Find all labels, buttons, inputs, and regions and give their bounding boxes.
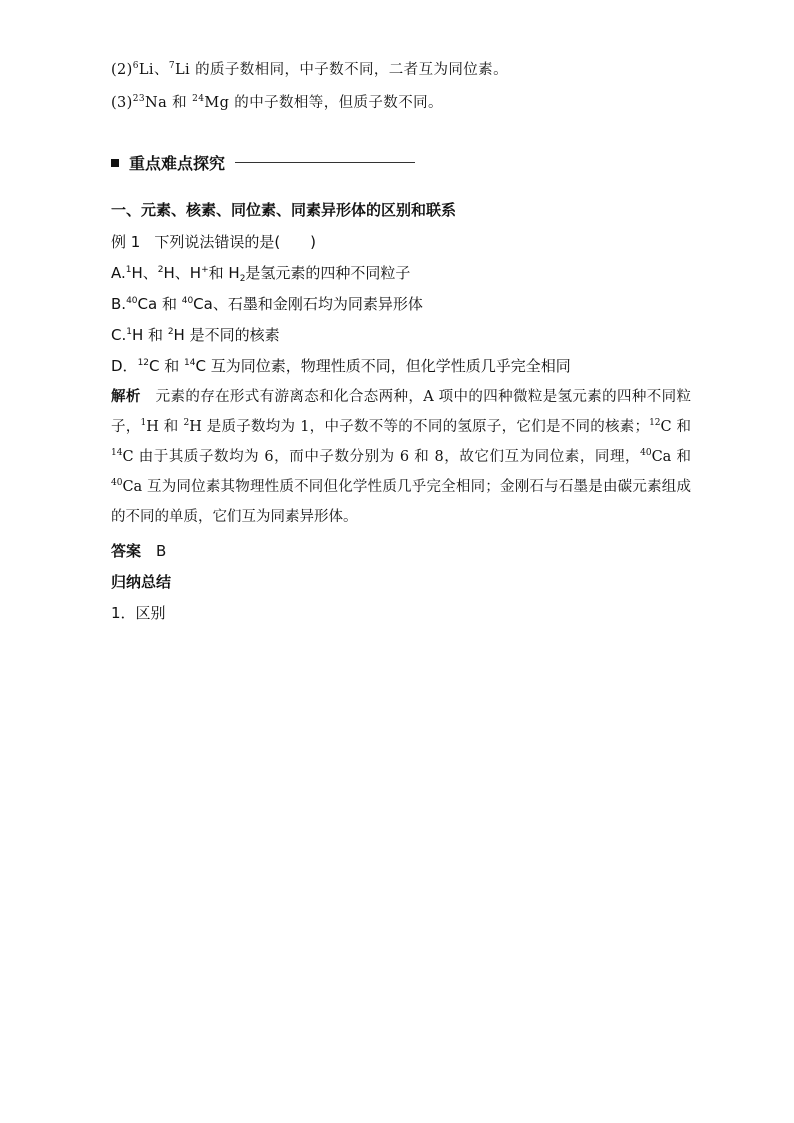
square-bullet-icon [111, 159, 119, 167]
mass-number: 23 [132, 94, 146, 104]
mass-number: 7 [168, 61, 175, 71]
fact-line-3 [111, 96, 443, 111]
summary-item-1: 1．区别 [111, 604, 166, 622]
analysis-text: C 由于其质子数均为 6，而中子数分别为 6 和 8，故它们互为同位素，同理， [122, 449, 641, 465]
option-d [111, 359, 571, 374]
analysis-text: Ca 互为同位素其物理性质不同但化学性质几乎完全相同；金刚石与石墨是由碳元素组成的不同的单质，它们互为同素异形体。 [111, 479, 691, 525]
option-b [111, 297, 423, 312]
analysis-text: H 是质子数均为 1，中子数不等的不同的氢原子，它们是不同的核素； [189, 419, 650, 435]
mass-number: 1 [126, 327, 132, 337]
summary-title: 归纳总结 [111, 573, 172, 591]
mass-number: 12 [649, 418, 661, 428]
option-letter: D． [111, 357, 138, 375]
option-a [111, 264, 411, 284]
option-letter: C. [111, 326, 127, 344]
mass-number: 1 [125, 265, 132, 275]
element-symbol: Li、 [138, 62, 169, 78]
option-text: H 是不同的核素 [173, 326, 280, 344]
mass-number: 24 [192, 94, 205, 104]
option-text: Ca、石墨和金刚石均为同素异形体 [193, 295, 423, 313]
analysis-text: Ca 和 [651, 449, 691, 465]
mass-number: 40 [111, 478, 123, 488]
mass-number: 14 [111, 448, 123, 458]
mass-number: 6 [132, 61, 139, 71]
item-number: (2) [111, 62, 133, 78]
mass-number: 2 [183, 418, 190, 428]
analysis-paragraph [111, 382, 691, 532]
analysis-label: 解析 [111, 389, 141, 405]
section-divider [235, 162, 415, 163]
example-question [111, 235, 316, 250]
analysis-text: 元素的存在形式有游离态和化合态两种，A 项中的四种微粒是氢元素的四种不同粒子， [111, 389, 692, 435]
section-title: 重点难点探究 [129, 154, 226, 173]
subsection-heading: 一、元素、核素、同位素、同素异形体的区别和联系 [111, 201, 457, 219]
option-text: 和 H [208, 264, 240, 282]
mass-number: 12 [137, 358, 150, 368]
question-text: 下列说法错误的是( ) [154, 233, 317, 251]
mass-number: 1 [140, 418, 147, 428]
item-number: (3) [111, 95, 133, 111]
option-c [111, 328, 280, 343]
fact-text: 的中子数相等，但质子数不同。 [229, 95, 443, 111]
mass-number: 40 [126, 296, 138, 306]
option-text: H、H [163, 264, 202, 282]
mass-number: 2 [167, 327, 174, 337]
option-text: C 互为同位素，物理性质不同，但化学性质几乎完全相同 [195, 357, 571, 375]
option-text: 是氢元素的四种不同粒子 [245, 264, 411, 282]
mass-number: 14 [184, 358, 196, 368]
element-symbol: Li [175, 62, 191, 78]
fact-text: 的质子数相同，中子数不同，二者互为同位素。 [190, 62, 508, 78]
option-text: H 和 [131, 326, 168, 344]
mass-number: 2 [157, 265, 164, 275]
fact-line-2 [111, 63, 508, 78]
analysis-text: H 和 [146, 419, 184, 435]
element-symbol: Mg [204, 95, 230, 111]
fact-text: 和 [167, 95, 193, 111]
analysis-text: C 和 [660, 419, 691, 435]
charge: + [201, 265, 209, 275]
option-text: H、 [131, 264, 158, 282]
option-letter: B. [111, 295, 127, 313]
option-text: C 和 [149, 357, 185, 375]
section-header [111, 151, 415, 174]
answer-line [111, 544, 166, 559]
mass-number: 40 [640, 448, 652, 458]
example-label: 例 1 [111, 233, 141, 251]
subscript: 2 [239, 274, 246, 284]
answer-value: B [141, 542, 167, 560]
answer-label: 答案 [111, 542, 142, 560]
element-symbol: Na [145, 95, 168, 111]
option-letter: A. [111, 264, 126, 282]
mass-number: 40 [181, 296, 194, 306]
option-text: Ca 和 [137, 295, 182, 313]
